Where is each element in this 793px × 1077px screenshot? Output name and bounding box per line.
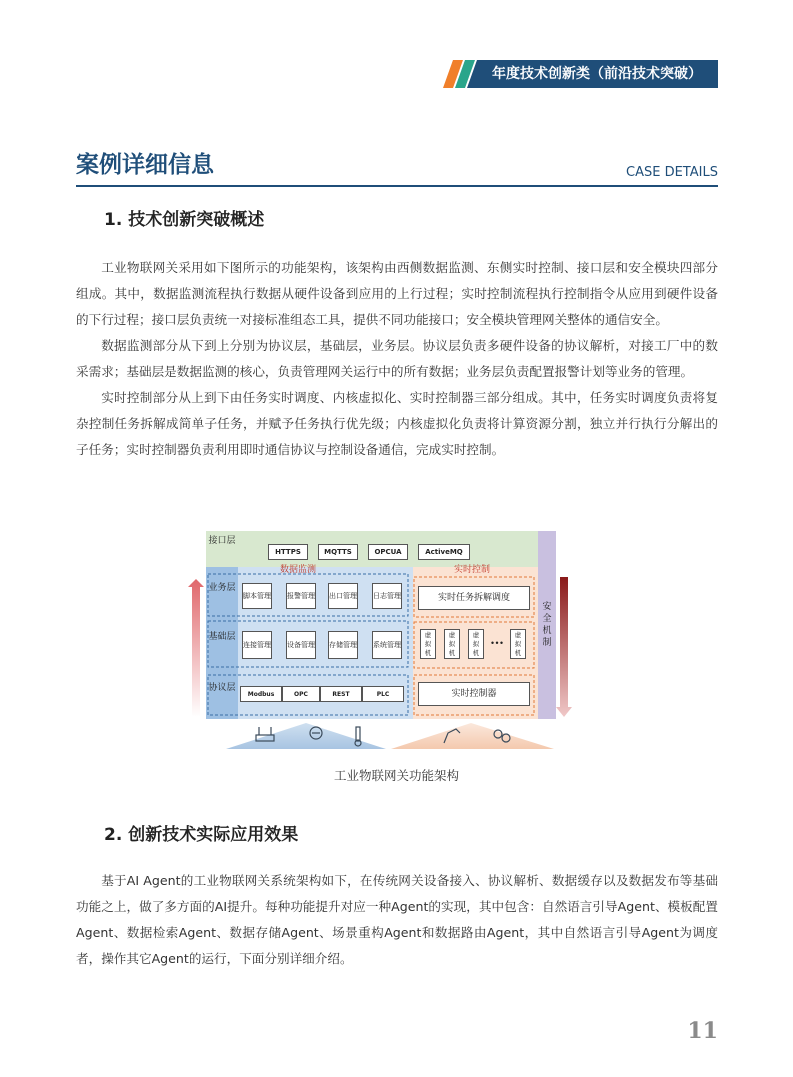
section-title: 案例详细信息 <box>76 152 214 178</box>
protocol-layer-label: 协议层 <box>208 683 236 693</box>
interface-activemq: ActiveMQ <box>418 544 470 560</box>
security-label: 安全机制 <box>542 602 552 648</box>
vm-box: 虚拟机 <box>420 629 436 659</box>
heading-application: 2. 创新技术实际应用效果 <box>104 825 299 845</box>
base-connection: 连接管理 <box>242 631 272 659</box>
overview-body <box>76 255 718 463</box>
business-export: 出口管理 <box>328 583 358 609</box>
paragraph: 数据监测部分从下到上分别为协议层，基础层，业务层。协议层负责多硬件设备的协议解析，对接工厂中的数采需求；基础层是数据监测的核心，负责管理网关运行中的所有数据；业务层负责配置报警计划等业务的管理。 <box>76 338 718 379</box>
application-body <box>76 868 718 972</box>
protocol-rest: REST <box>320 686 362 702</box>
realtime-controller-box: 实时控制器 <box>418 682 530 706</box>
section-divider <box>76 185 718 187</box>
architecture-diagram <box>186 527 576 751</box>
protocol-modbus: Modbus <box>240 686 282 702</box>
task-schedule-box: 实时任务拆解调度 <box>418 586 530 610</box>
paragraph: 基于AI Agent的工业物联网关系统架构如下，在传统网关设备接入、协议解析、数据缓存以及数据发布等基础功能之上，做了多方面的AI提升。每种功能提升对应一种Agent的实现，其中包含：自然语言引导Agent、模板配置Agent、数据检索Agent、数据存储Agent、场景重构Agent和数据路由Agent，其中自然语言引导Agent为调度者，操作其它Agent的运行，下面分别详细介绍。 <box>76 873 718 966</box>
interface-layer-label: 接口层 <box>208 536 236 546</box>
diagram-caption: 工业物联网关功能架构 <box>333 768 459 783</box>
paragraph: 工业物联网关采用如下图所示的功能架构，该架构由西侧数据监测、东侧实时控制、接口层和安全模块四部分组成。其中，数据监测流程执行数据从硬件设备到应用的上行过程；实时控制流程执行控制指令从应用到硬件设备的下行过程；接口层负责统一对接标准组态工具，提供不同功能接口；安全模块管理网关整体的通信安全。 <box>76 260 718 327</box>
business-log: 日志管理 <box>372 583 402 609</box>
vm-box: 虚拟机 <box>444 629 460 659</box>
category-banner: 年度技术创新类（前沿技术突破） <box>478 60 718 88</box>
interface-https: HTTPS <box>268 544 308 560</box>
base-layer-label: 基础层 <box>208 632 236 642</box>
vm-ellipsis: ... <box>490 633 504 648</box>
vm-box: 虚拟机 <box>510 629 526 659</box>
business-layer-label: 业务层 <box>208 583 236 593</box>
protocol-plc: PLC <box>362 686 404 702</box>
monitor-title: 数据监测 <box>279 565 316 575</box>
business-script: 脚本管理 <box>242 583 272 609</box>
base-device: 设备管理 <box>286 631 316 659</box>
page-number: 11 <box>687 1018 718 1044</box>
heading-overview: 1. 技术创新突破概述 <box>104 210 265 230</box>
interface-opcua: OPCUA <box>368 544 408 560</box>
protocol-opc: OPC <box>282 686 320 702</box>
vm-box: 虚拟机 <box>468 629 484 659</box>
interface-mqtts: MQTTS <box>318 544 358 560</box>
base-storage: 存储管理 <box>328 631 358 659</box>
base-system: 系统管理 <box>372 631 402 659</box>
section-title-en: CASE DETAILS <box>626 165 718 180</box>
business-alarm: 报警管理 <box>286 583 316 609</box>
paragraph: 实时控制部分从上到下由任务实时调度、内核虚拟化、实时控制器三部分组成。其中，任务实时调度负责将复杂控制任务拆解成简单子任务，并赋予任务执行优先级；内核虚拟化负责将计算资源分割，独立并行执行分解出的子任务；实时控制器负责利用即时通信协议与控制设备通信，完成实时控制。 <box>76 390 718 457</box>
control-title: 实时控制 <box>453 565 490 575</box>
